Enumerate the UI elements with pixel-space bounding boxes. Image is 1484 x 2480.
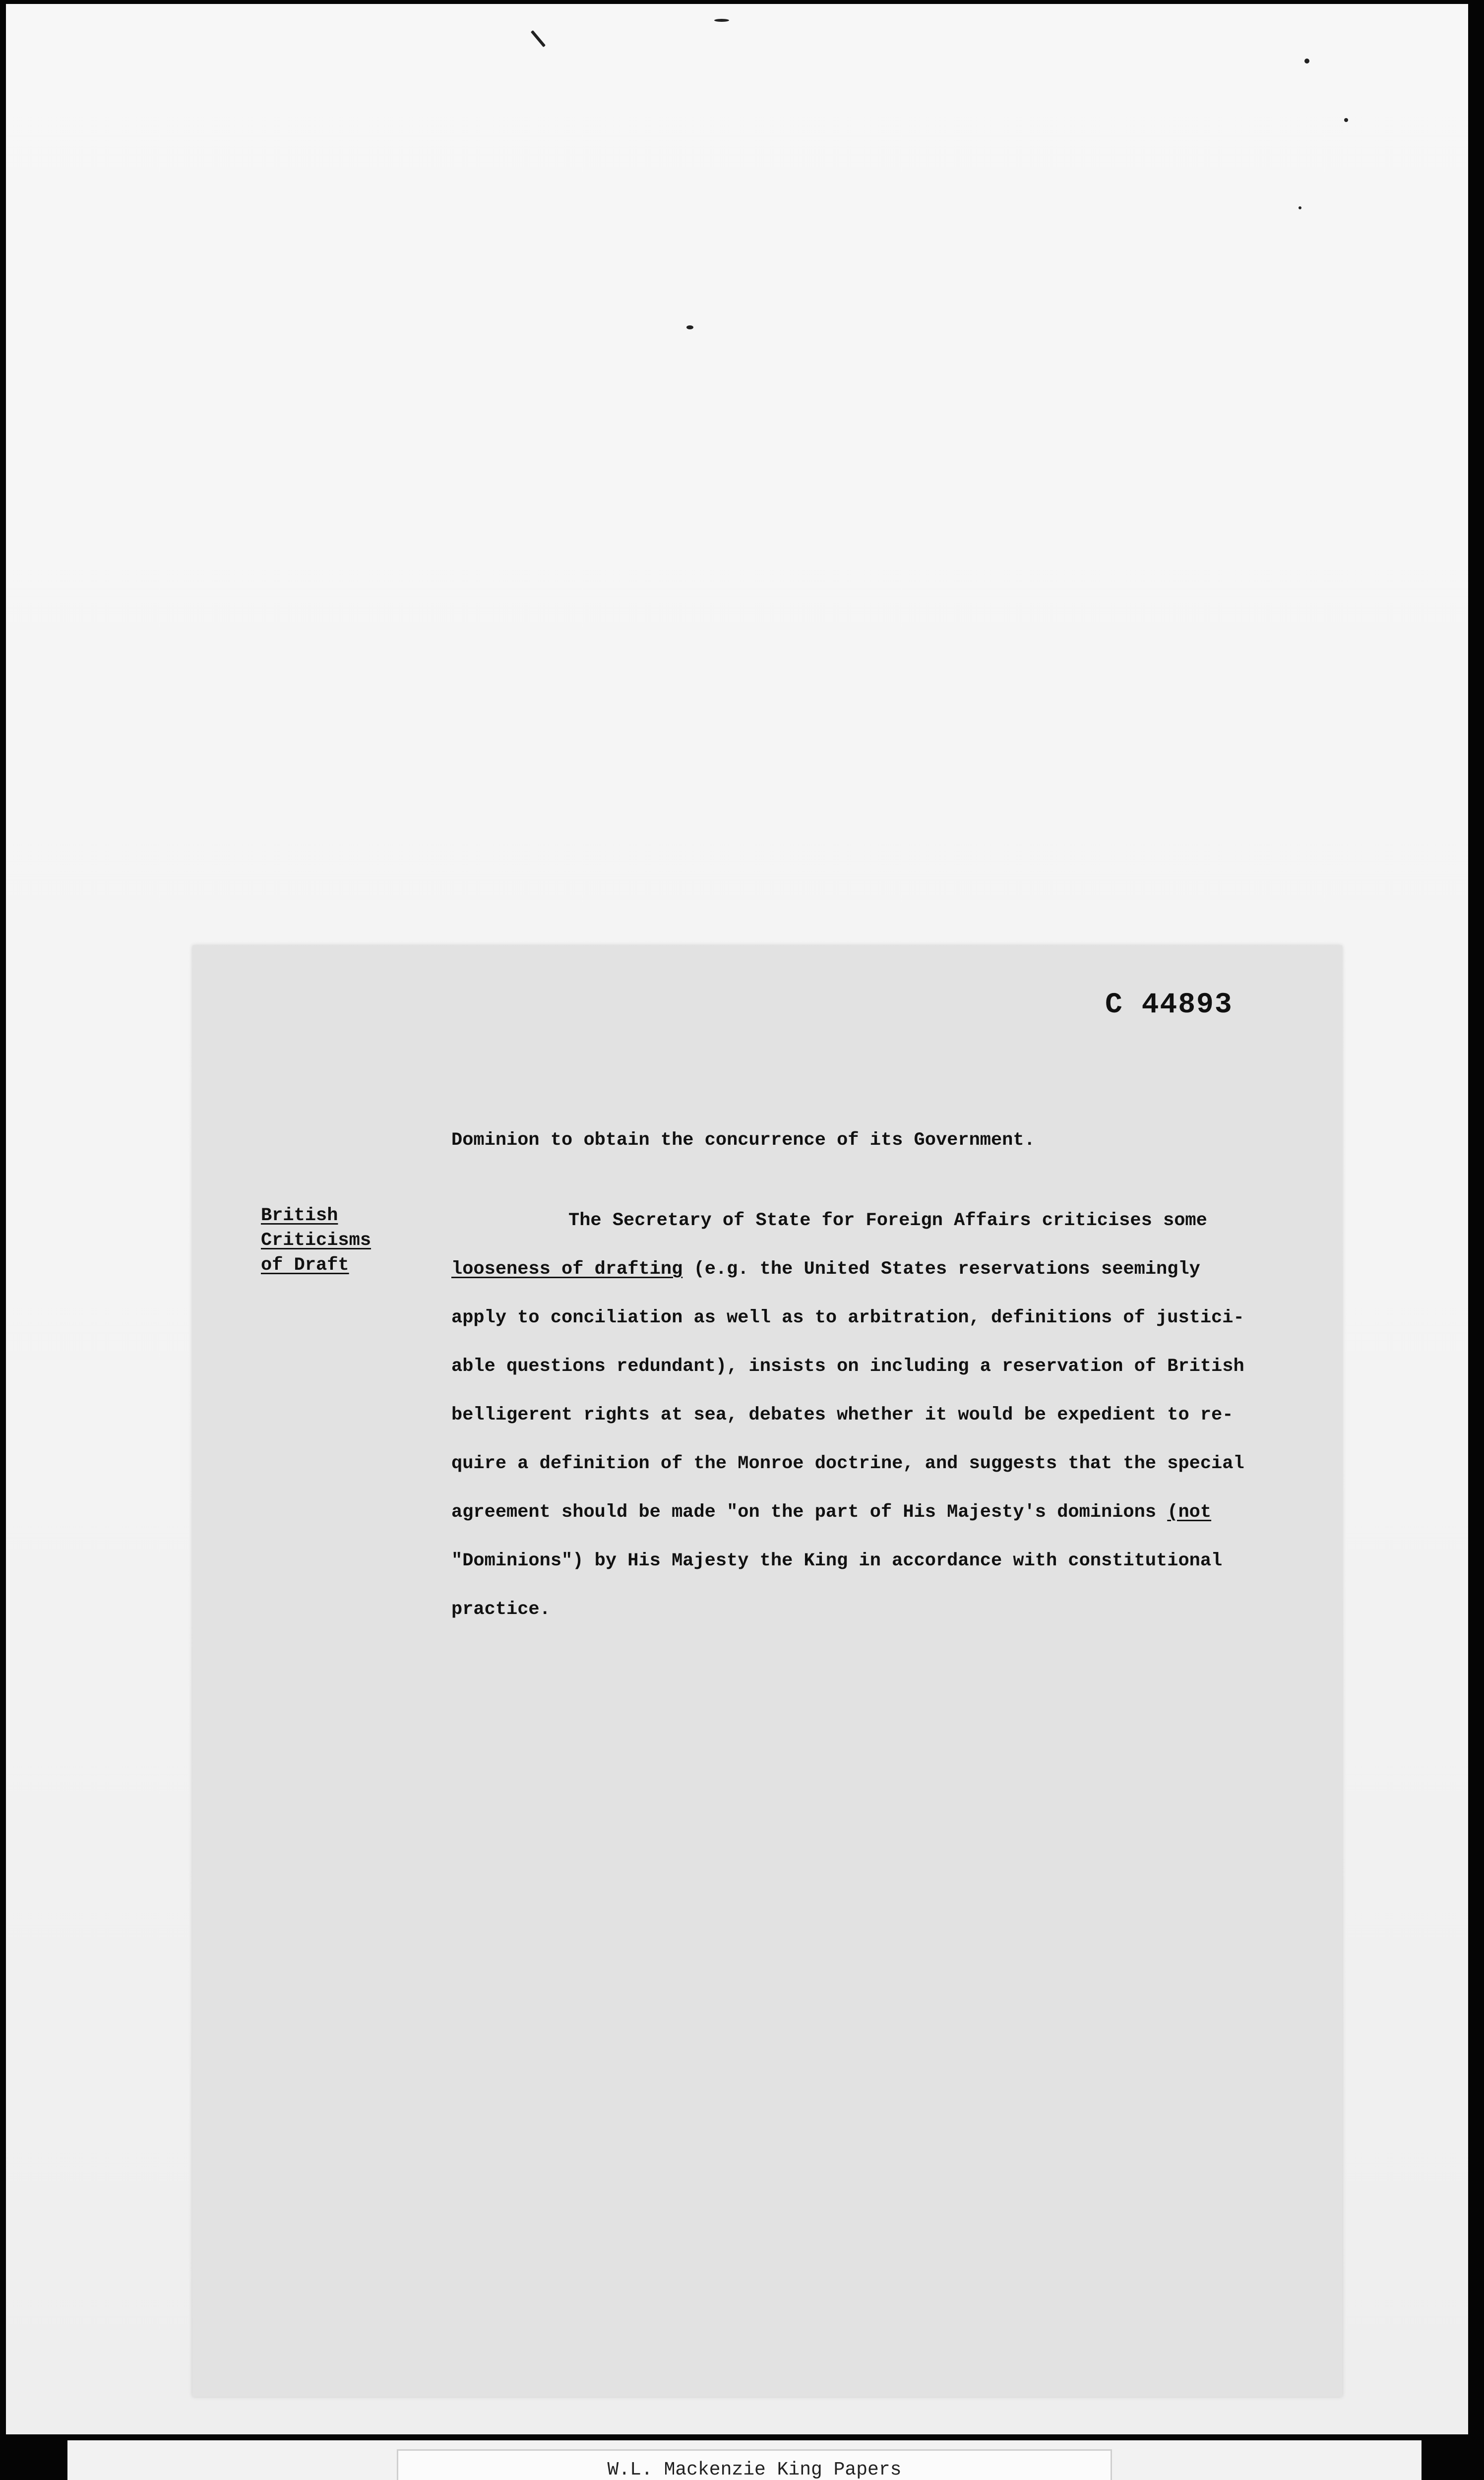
paragraph-line: apply to conciliation as well as to arbitration, definitions of justici-	[451, 1307, 1244, 1328]
paragraph-line: The Secretary of State for Foreign Affairs criticises some	[568, 1210, 1207, 1231]
underlined-word: (not	[1167, 1502, 1212, 1523]
dust-speck	[531, 30, 546, 47]
lead-line: Dominion to obtain the concurrence of its Government.	[451, 1130, 1035, 1151]
dust-speck	[686, 325, 693, 329]
collection-label-line: W.L. Mackenzie King Papers	[607, 2459, 902, 2480]
paragraph-line: able questions redundant), insists on including a reservation of British	[451, 1356, 1244, 1377]
document-page	[192, 945, 1342, 2397]
paragraph-line	[451, 1488, 1314, 1537]
dust-speck	[1298, 206, 1301, 209]
dust-speck	[1344, 118, 1348, 122]
margin-heading-line: Criticisms	[261, 1230, 371, 1251]
paragraph-line: belligerent rights at sea, debates whether it would be expedient to re-	[451, 1405, 1234, 1426]
margin-heading-line: of Draft	[261, 1255, 349, 1276]
collection-label	[397, 2449, 1112, 2480]
margin-heading-line: British	[261, 1205, 338, 1226]
paragraph-line-rest: (e.g. the United States reservations seemingly	[682, 1259, 1200, 1280]
dust-speck	[1304, 59, 1309, 63]
paragraph-line: practice.	[451, 1599, 551, 1620]
body-paragraph	[451, 1196, 1314, 1634]
reference-number: C 44893	[1105, 989, 1233, 1021]
underlined-phrase: looseness of drafting	[451, 1259, 683, 1280]
paragraph-line: "Dominions") by His Majesty the King in accordance with constitutional	[451, 1550, 1223, 1571]
paragraph-line-start: agreement should be made "on the part of His Majesty's dominions	[451, 1502, 1168, 1523]
paragraph-line: quire a definition of the Monroe doctrine, and suggests that the special	[451, 1453, 1244, 1474]
paragraph-line	[451, 1245, 1314, 1294]
margin-heading	[261, 1203, 420, 1278]
dust-speck	[714, 19, 729, 22]
